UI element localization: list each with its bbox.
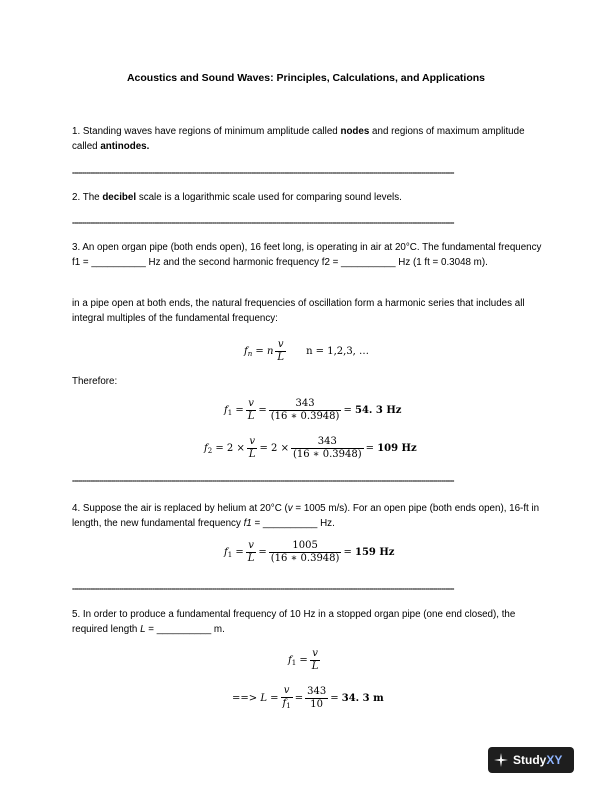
q4-equation: $f_1$ = $\frac{v}{L}$ = $\frac{1005}{(16 ∗ 0.3948)}$ = 159 Hz (224, 540, 395, 564)
f2-numerator: 343 (317, 436, 337, 447)
question-4 (72, 501, 542, 531)
separator-2: ----------------------------------------------------------------------------------------------------------------------------------------------------------------------------------------- (72, 218, 454, 227)
studyxy-logo (488, 747, 574, 773)
q2-decibel-term: decibel (102, 192, 137, 203)
q4-numerator: 1005 (292, 540, 318, 551)
f1-numerator: 343 (295, 398, 315, 409)
f2-denominator: (16 ∗ 0.3948) (292, 449, 362, 460)
page-title: Acoustics and Sound Waves: Principles, Calculations, and Applications (126, 72, 486, 84)
separator-4: ----------------------------------------------------------------------------------------------------------------------------------------------------------------------------------------- (72, 584, 454, 593)
q1-antinodes-term: antinodes. (100, 141, 150, 152)
therefore-label: Therefore: (72, 376, 118, 387)
f1-equation: $f_1$ = $\frac{v}{L}$ = $\frac{343}{(16 ∗ 0.3948)}$ = 54. 3 Hz (224, 398, 402, 422)
q1-text: 1. Standing waves have regions of minimum amplitude called (72, 126, 341, 137)
q5-L-symbol: L (140, 624, 146, 635)
q2-text: 2. The (72, 192, 103, 203)
q4-text-after: = 1005 m/s). For an open pipe (both ends open), 16-ft in length, the new fundamental frequency (72, 503, 540, 529)
plus-sparkle-icon (494, 753, 508, 767)
brand-prefix: Study (513, 753, 547, 767)
f1-result: 54. 3 Hz (355, 405, 402, 416)
question-2 (72, 190, 542, 205)
q4-f1-symbol: f1 (243, 518, 252, 529)
q5-numerator: 343 (307, 686, 327, 697)
f2-equation: $f_2 = 2$ × $\frac{v}{L}$ = 2 × $\frac{343}{(16 ∗ 0.3948)}$ = 109 Hz (204, 436, 417, 460)
separator-1: ----------------------------------------------------------------------------------------------------------------------------------------------------------------------------------------- (72, 168, 454, 177)
brand-suffix: XY (546, 753, 563, 767)
q4-v-symbol: v (287, 503, 293, 514)
implies-arrow: ==> (232, 693, 258, 704)
q4-denominator: (16 ∗ 0.3948) (270, 553, 340, 564)
q1-nodes-term: nodes (340, 126, 370, 137)
q4-text-end: = __________ Hz. (251, 518, 335, 529)
f1-denominator: (16 ∗ 0.3948) (270, 411, 340, 422)
q5-equation: ==> L = $\frac{v}{f_1}$ = $\frac{343}{10}$ = 34. 3 m (232, 685, 384, 710)
q5-denominator: 10 (305, 698, 328, 711)
q2-text-after: scale is a logarithmic scale used for comparing sound levels. (136, 192, 402, 203)
q5-text-end: = __________ m. (145, 624, 225, 635)
formula-n-range: n = 1,2,3, … (306, 346, 370, 357)
f2-result: 109 Hz (377, 443, 417, 454)
q5-result: 34. 3 m (341, 693, 384, 704)
q5-text: 5. In order to produce a fundamental frequency of 10 Hz in a stopped organ pipe (one end closed), the required length (72, 609, 516, 635)
question-3: 3. An open organ pipe (both ends open), 16 feet long, is operating in air at 20°C. The fundamental frequency f1 = __________ Hz and the second harmonic frequency f2 = __________ Hz (1 ft = 0.3048 m). (72, 242, 542, 268)
separator-3: ----------------------------------------------------------------------------------------------------------------------------------------------------------------------------------------- (72, 476, 454, 485)
q1-text-middle: and regions of maximum amplitude called (72, 126, 525, 152)
question-5 (72, 607, 542, 637)
question-1 (72, 124, 542, 154)
q5-formula: $f_1$ = $\frac{v}{L}$ (288, 648, 319, 672)
harmonic-series-formula: $f_n = n$ $\frac{v}{L}$ n = 1,2,3, … (244, 339, 370, 363)
q3-explanation: in a pipe open at both ends, the natural frequencies of oscillation form a harmonic series that includes all integral multiples of the fundamental frequency: (72, 298, 525, 324)
q4-text: 4. Suppose the air is replaced by helium at 20°C ( (72, 503, 288, 514)
q4-result: 159 Hz (355, 547, 395, 558)
